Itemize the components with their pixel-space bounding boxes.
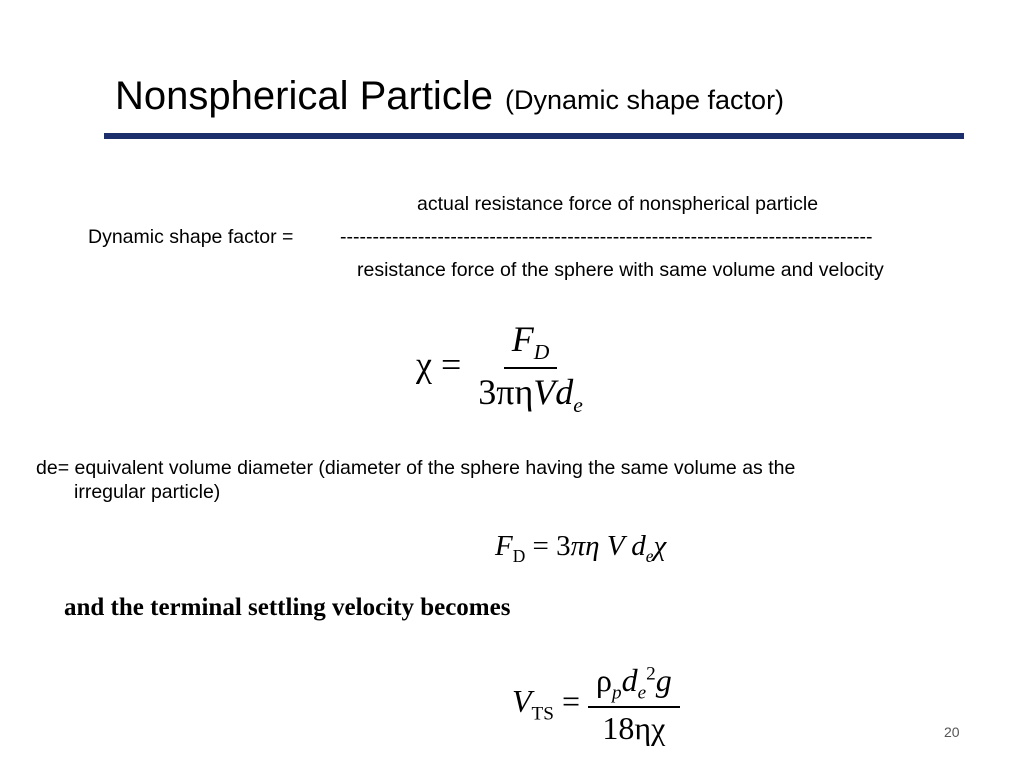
de-definition — [36, 456, 956, 504]
title-underline — [104, 133, 964, 139]
definition-denominator: resistance force of the sphere with same volume and velocity — [357, 259, 884, 281]
de-definition-line1: de= equivalent volume diameter (diameter of the sphere having the same volume as the — [36, 457, 796, 479]
equation-shape-factor: χ = $\frac{F_D}{3\pi\eta Vd_e}$ — [416, 319, 583, 418]
slide-title — [115, 72, 784, 124]
equation-terminal-velocity: $V_{TS}$ = $\frac{\rho_pd_e^2g}{18\eta\chi}$ — [512, 662, 680, 747]
equation-drag-force: $F_D = 3\pi\eta$ V $d_e\chi$ — [495, 530, 667, 566]
title-main-text: Nonspherical Particle — [115, 74, 493, 118]
definition-fraction-line: ---------------------------------------------------------------------------------- — [340, 226, 873, 248]
definition-numerator: actual resistance force of nonspherical particle — [417, 193, 819, 215]
de-definition-line2: irregular particle) — [74, 481, 221, 503]
definition-lhs: Dynamic shape factor = — [88, 226, 294, 248]
settling-velocity-text: and the terminal settling velocity becomes — [64, 594, 511, 621]
page-number: 20 — [944, 724, 960, 740]
title-subtitle: (Dynamic shape factor) — [504, 85, 785, 115]
